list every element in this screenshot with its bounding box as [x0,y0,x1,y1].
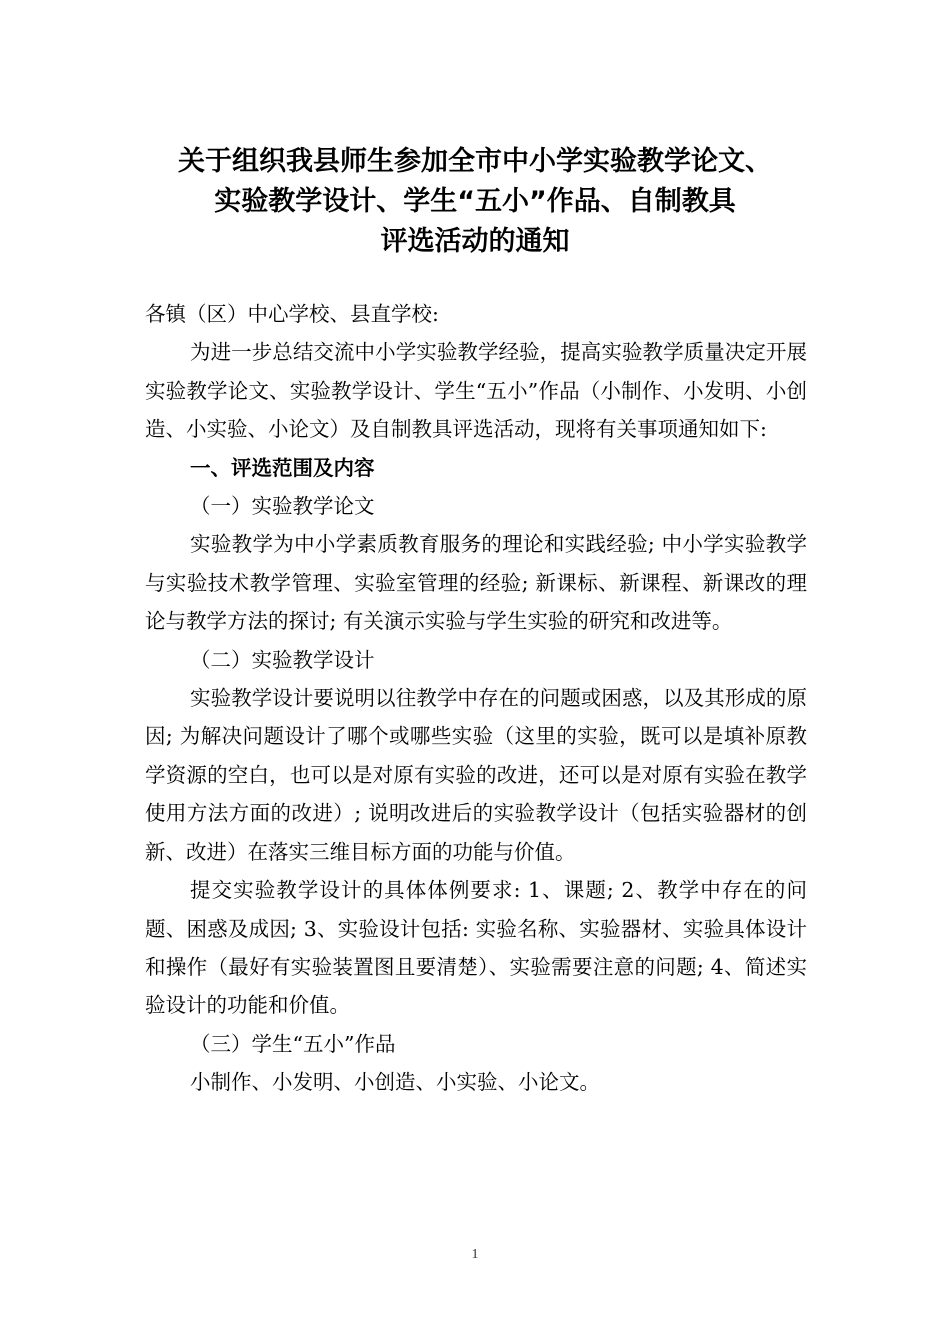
document-title-line-1: 关于组织我县师生参加全市中小学实验教学论文、 [178,146,772,177]
subsection-2-paragraph-1: 实验教学设计要说明以往教学中存在的问题或困惑，以及其形成的原因; 为解决问题设计了哪个或哪些实验（这里的实验，既可以是填补原教学资源的空白，也可以是对原有实验的改进，还可以是对原有实验在教学使用方法方面的改进）; 说明改进后的实验教学设计（包括实验器材的创新、改进）在落实三维目标方面的功能与价值。 [145,686,807,864]
document-title-line-3: 评选活动的通知 [380,226,570,257]
page-number: 1 [471,1247,479,1262]
salutation: 各镇（区）中心学校、县直学校: [145,302,439,326]
subsection-1-heading: （一）实验教学论文 [190,494,375,519]
subsection-3-paragraph: 小制作、小发明、小创造、小实验、小论文。 [190,1070,600,1095]
subsection-2-heading: （二）实验教学设计 [190,647,375,672]
section-1-heading: 一、评选范围及内容 [190,455,375,480]
subsection-3-heading: （三）学生“五小”作品 [190,1031,396,1056]
subsection-1-paragraph: 实验教学为中小学素质教育服务的理论和实践经验; 中小学实验教学与实验技术教学管理、实验室管理的经验; 新课标、新课程、新课改的理论与教学方法的探讨; 有关演示实验与学生实验的研究和改进等。 [145,532,807,634]
document-title-line-2: 实验教学设计、学生“五小”作品、自制教具 [214,186,736,217]
intro-paragraph: 为进一步总结交流中小学实验教学经验，提高实验教学质量决定开展实验教学论文、实验教学设计、学生“五小”作品（小制作、小发明、小创造、小实验、小论文）及自制教具评选活动，现将有关事项通知如下: [145,340,807,442]
subsection-2-paragraph-2: 提交实验教学设计的具体体例要求: 1、课题; 2、教学中存在的问题、困惑及成因; 3、实验设计包括: 实验名称、实验器材、实验具体设计和操作（最好有实验装置图且要清楚）、实验需要注意的问题; 4、简述实验设计的功能和价值。 [145,878,807,1018]
document-body [145,295,807,1102]
